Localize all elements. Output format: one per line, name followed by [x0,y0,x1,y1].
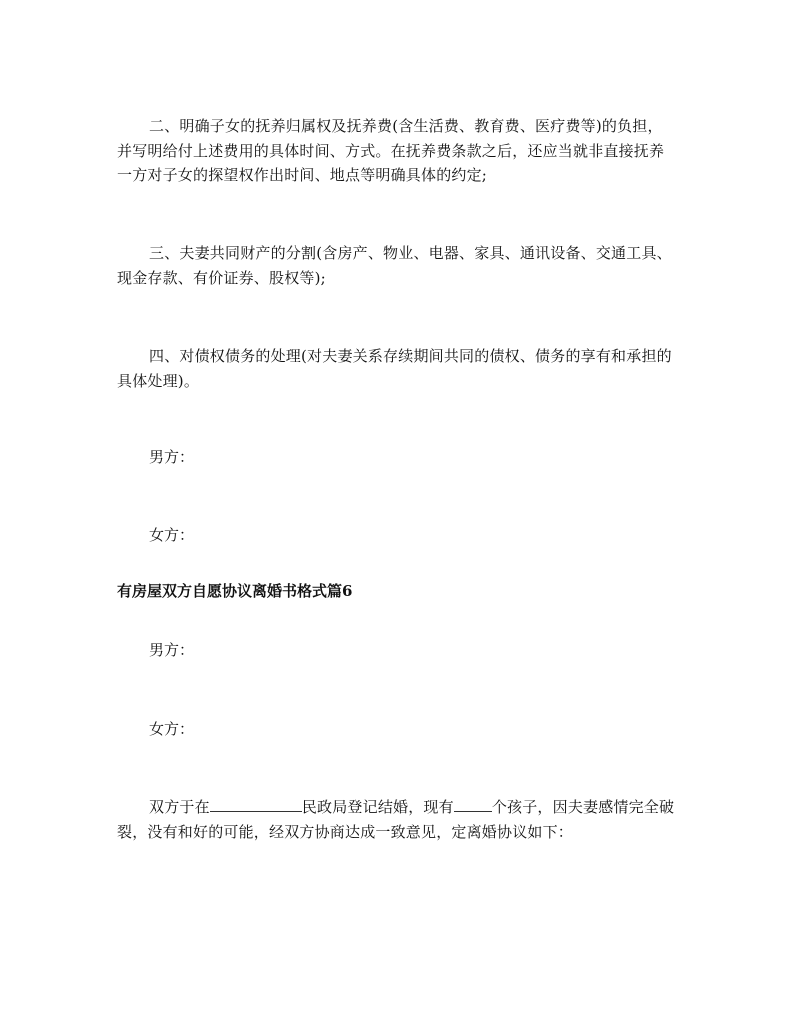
marriage-statement-paragraph [117,795,677,844]
female-party-label-2: 女方： [149,720,195,738]
children-count-blank-field [454,797,492,812]
female-party-label-1: 女方： [149,526,195,544]
item-3-paragraph: 三、夫妻共同财产的分割(含房产、物业、电器、家具、通讯设备、交通工具、现金存款、有价证券、股权等); [117,244,672,287]
male-party-label-1: 男方： [149,448,195,466]
statement-part-3: 个孩子，因夫妻感情完全破裂，没有和好的可能，经双方协商达成一致意见，定离婚协议如下： [117,798,675,841]
item-2-paragraph: 二、明确子女的抚养归属权及抚养费(含生活费、教育费、医疗费等)的负担，并写明给付上述费用的具体时间、方式。在抚养费条款之后，还应当就非直接抚养一方对子女的探望权作出时间、地点等明确具体的约定; [117,117,665,184]
section-title: 有房屋双方自愿协议离婚书格式篇6 [117,582,353,600]
item-4-paragraph: 四、对债权债务的处理(对夫妻关系存续期间共同的债权、债务的享有和承担的具体处理)。 [117,347,672,390]
registry-blank-field [210,797,302,812]
statement-part-1: 双方于在 [149,798,210,816]
statement-part-2: 民政局登记结婚，现有 [301,798,454,816]
male-party-label-2: 男方： [149,641,195,659]
